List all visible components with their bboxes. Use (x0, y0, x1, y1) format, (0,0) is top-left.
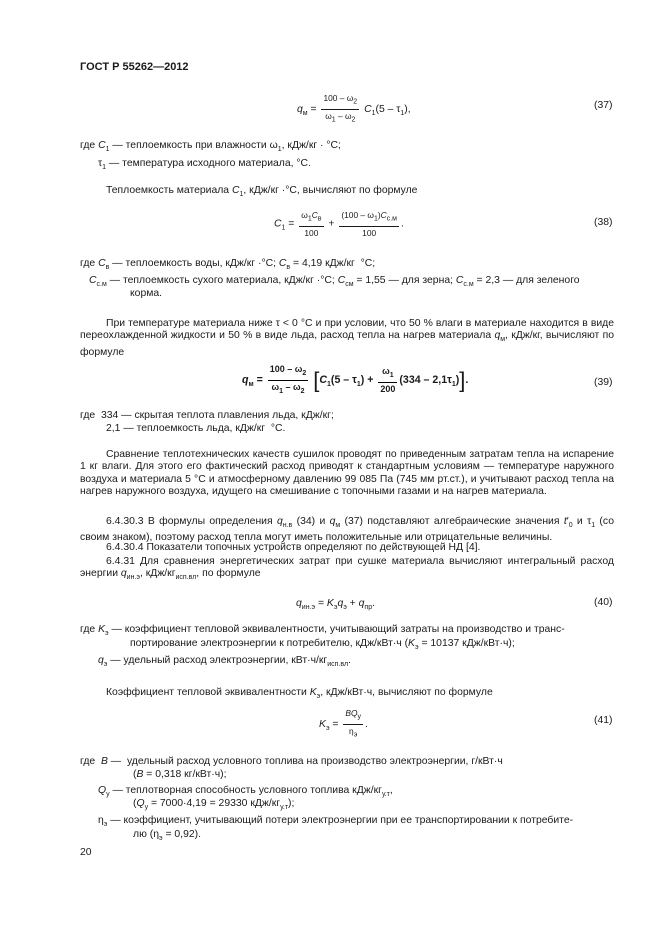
definition-2-1: 2,1 — теплоемкость льда, кДж/кг °С. (106, 423, 286, 434)
equation-40: $q_{ин.э} = K_эq_э + q_{пр}$. (296, 598, 375, 612)
definition-b: где B — удельный расход условного топлива на производство электроэнергии, г/кВт·ч (80, 756, 503, 767)
page-number: 20 (80, 847, 92, 858)
intro-equation-41: Коэффициент тепловой эквивалентности $K_э$, кДж/кВт·ч, вычисляют по формуле (106, 687, 493, 701)
equation-number-41: (41) (594, 715, 613, 726)
definition-qy-cont: ($Q_у = 7000\cdot 4,19 = 29330$ кДж/$кг_{у.т}$); (133, 798, 295, 812)
equation-number-39: (39) (594, 377, 613, 388)
paragraph-eq39-intro: При температуре материала ниже τ < 0 °С и при условии, что 50 % влаги в материале находится в виде переохлажденной жидкости и 50 % в виде льда, расход тепла на нагрев материала $q_м$, кДж/кг, вычисляют по формуле (80, 318, 614, 358)
definition-qy: $Q_у$ — теплотворная способность условного топлива кДж/$кг_{у.т}$, (98, 785, 393, 799)
paragraph-6-4-30-4: 6.4.30.4 Показатели топочных устройств определяют по действующей НД [4]. (106, 542, 481, 553)
definition-qe: $q_э$ — удельный расход электроэнергии, $кВт\cdot ч/кг_{исп.вл}$. (98, 655, 351, 669)
definition-c1: где $C_1$ — теплоемкость при влажности $\omega_1$, кДж/кг · °С; (80, 140, 341, 154)
equation-39: $q_м$ = $\frac{100 - \omega_2}{\omega_1 - \omega_2}$ [$C_1(5 - \tau_1)$ + $\frac{\omega_1}{200}$ $(334 - 2,1\tau_1)$]. (242, 364, 469, 395)
definition-ke: где $K_э$ — коэффициент тепловой эквивалентности, учитывающий затраты на производство и транс- (80, 624, 565, 638)
definition-eta-cont: лю $(\eta_э = 0,92)$. (133, 829, 201, 843)
paragraph-6-4-31: 6.4.31 Для сравнения энергетических затрат при сушке материала вычисляют интегральный расход энергии $q_{ин.э}$, кДж/$кг_{исп.вл}$, по формуле (80, 556, 614, 582)
definition-eta: $\eta_э$ — коэффициент, учитывающий потери электроэнергии при ее транспортировании к потребите- (98, 815, 574, 829)
intro-equation-38: Теплоемкость материала $C_1$, кДж/кг ·°С, вычисляют по формуле (106, 185, 418, 199)
equation-38: $C_1$ = $\frac{\omega_1C_в}{100}$ + $\frac{(100 - \omega_1)C_{с.м}}{100}$ . (274, 210, 404, 238)
equation-41: $K_э$ = $\frac{BQ_у}{\eta_э}$ . (319, 708, 368, 739)
equation-37: $q_м$ = $\frac{100 - \omega_2}{\omega_1 - \omega_2}$ $C_1(5 - \tau_1)$, (297, 93, 411, 124)
definition-cv: где $C_в$ — теплоемкость воды, кДж/кг ·°С; $C_в = 4,19$ кДж/кг °С; (80, 258, 376, 272)
paragraph-6-4-30-3: 6.4.30.3 В формулы определения $q_{н.в}$ (34) и $q_м$ (37) подставляют алгебраические значения $t'_0$ и $\tau_1$ (со своим знаком), поэтому расход тепла могут иметь положительные или отрицательные величины. (80, 516, 614, 544)
definition-csm: $C_{с.м}$ — теплоемкость сухого материала, кДж/кг ·°С; $C_{см} = 1,55$ — для зерна; $C_{с.м} = 2,3$ — для зеленого (89, 275, 580, 289)
equation-number-37: (37) (594, 100, 613, 111)
equation-number-38: (38) (594, 217, 613, 228)
paragraph-comparison: Сравнение теплотехнических качеств сушилок проводят по приведенным затратам тепла на испарение 1 кг влаги. Для этого его фактический расход приводят к стандартным условиям — температуре наружного воздуха и материала 5 °С и атмосферному давлению 99 085 Па (745 мм рт.ст.), и учитывают расход тепла на нагрев наружного воздуха, идущего на смешивание с топочными газами и на нагрев материала. (80, 449, 614, 498)
definition-ke-cont: портирование электроэнергии к потребителю, кДж/кВт·ч ($K_э = 10137$ кДж/кВт·ч); (130, 638, 515, 652)
definition-csm-cont: корма. (130, 288, 163, 299)
definition-334: где 334 — скрытая теплота плавления льда, кДж/кг; (80, 410, 334, 421)
document-header: ГОСТ Р 55262—2012 (80, 61, 189, 73)
definition-tau1: $\tau_1$ — температура исходного материала, °С. (98, 158, 311, 172)
definition-b-cont: (B = 0,318 кг/кВт·ч); (133, 769, 227, 780)
equation-number-40: (40) (594, 597, 613, 608)
